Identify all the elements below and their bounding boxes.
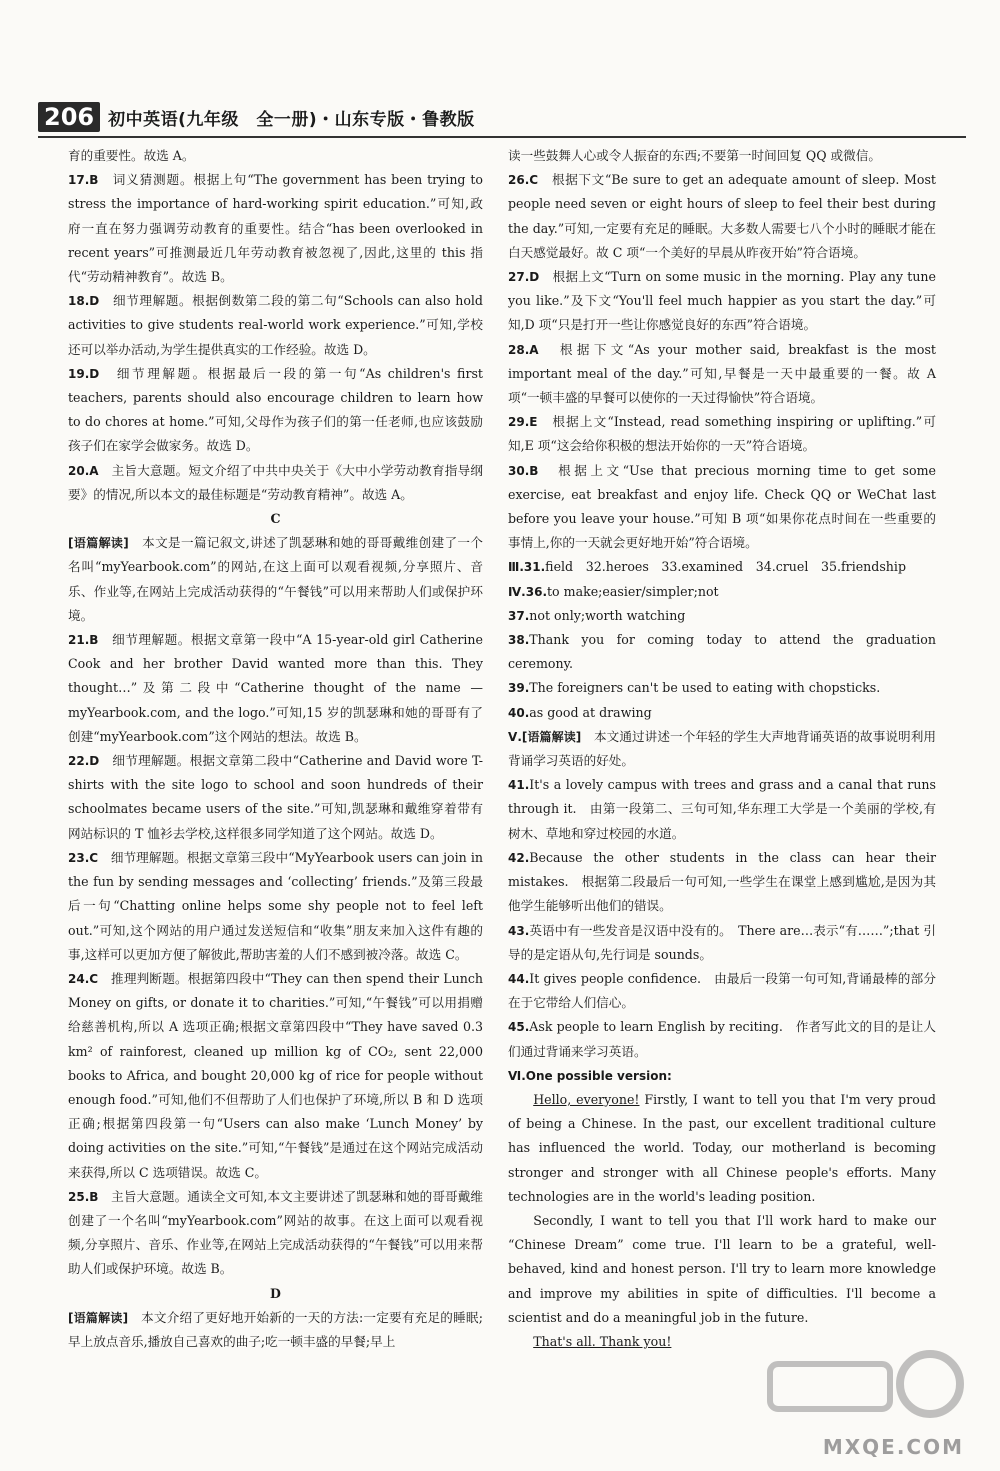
- answer-item: [508, 604, 936, 628]
- answer-text: Ask people to learn English by reciting. 作者写此文的目的是让人们通过背诵来学习英语。: [508, 1019, 936, 1059]
- answer-text: 根据上文“Use that precious morning time to get some exercise, eat breakfast and enjoy life. Check QQ or WeChat last before you leave your house.”可知 B 项“如果你花点时间在一些重要的事情上,你的一天就会更好地开始”符合语境。: [508, 462, 936, 551]
- answer-item: [68, 628, 483, 749]
- answer-number: 24.C: [68, 971, 99, 986]
- answer-text: 细节理解题。根据文章第一段中“A 15-year-old girl Catherine Cook and her brother David wanted more than this. They thought…”及第二段中“Catherine thought of the name — myYearbook.com, and the logo.”可知,15 岁的凯瑟琳和她的哥哥有了创建“myYearbook.com”这个网站的想法。故选 B。: [68, 632, 483, 744]
- answer-item: [508, 555, 936, 579]
- answer-text: 根据下文“As your mother said, breakfast is the most important meal of the day.”可知,早餐是一天中最重要的一餐。故 A 项“一顿丰盛的早餐可以使你的一天过得愉快”符合语境。: [508, 341, 936, 406]
- answer-number: Ⅴ.[语篇解读]: [508, 729, 582, 744]
- answer-item: [508, 919, 936, 967]
- answer-number: 18.D: [68, 294, 100, 309]
- answer-item: [508, 265, 936, 338]
- answer-item: [508, 144, 936, 168]
- answer-item: [68, 846, 483, 967]
- right-column: [508, 144, 936, 1354]
- answer-number: Ⅵ.One possible version:: [508, 1068, 672, 1083]
- answer-item: [68, 1306, 483, 1354]
- answer-number: 42.: [508, 850, 530, 865]
- answer-text: as good at drawing: [529, 704, 652, 720]
- answer-item: [68, 459, 483, 507]
- header-rule: [38, 136, 966, 138]
- answer-text: 根据上文“Instead, read something inspiring or uplifting.”可知,E 项“这会给你积极的想法开始你的一天”符合语境。: [508, 414, 936, 454]
- answer-text: 根据下文“Be sure to get an adequate amount of sleep. Most people need seven or eight hours of sleep to feel their best during the day.”可知,一定要有充足的睡眠。大多数人需要七八个小时的睡眠才能在白天感觉最好。故 C 项“一个美好的早晨从昨夜开始”符合语境。: [508, 172, 936, 260]
- answer-text: 本文是一篇记叙文,讲述了凯瑟琳和她的哥哥戴维创建了一个名叫“myYearbook.com”的网站,在这上面可以观看视频,分享照片、音乐、作业等,在网站上完成活动获得的“午餐钱”可以用来帮助人们或保护环境。: [68, 535, 483, 623]
- answer-item: [508, 701, 936, 725]
- answer-item: [508, 773, 936, 846]
- essay-closing: That's all. Thank you!: [533, 1333, 672, 1349]
- answer-text: field 32.heroes 33.examined 34.cruel 35.friendship: [545, 559, 907, 575]
- answer-item: [68, 531, 483, 628]
- answer-item: [508, 676, 936, 700]
- answer-item: [508, 459, 936, 556]
- answer-text: to make;easier/simpler;not: [547, 583, 719, 599]
- left-column: [68, 144, 483, 1354]
- answer-item: [508, 168, 936, 265]
- answer-text: 读一些鼓舞人心或令人振奋的东西;不要第一时间回复 QQ 或微信。: [508, 148, 881, 163]
- answer-text: 主旨大意题。短文介绍了中共中央关于《大中小学劳动教育指导纲要》的情况,所以本文的最佳标题是“劳动教育精神”。故选 A。: [68, 462, 483, 502]
- answer-number: 38.: [508, 633, 530, 648]
- answer-text: 英语中有一些发音是汉语中没有的。 There are…表示“有……”;that 引导的是定语从句,先行词是 sounds。: [508, 922, 936, 962]
- answer-text: 细节理解题。根据文章第二段中“Catherine and David wore T-shirts with the site logo to school and soon hundreds of their schoolmates became users of the site.”可知,凯瑟琳和戴维穿着带有网站标识的 T 恤衫去学校,这样很多同学知道了这个网站。故选 D。: [68, 753, 483, 841]
- answer-number: 40.: [508, 705, 530, 720]
- section-heading: [68, 507, 483, 531]
- answer-number: 25.B: [68, 1189, 99, 1204]
- answer-text: not only;worth watching: [529, 607, 686, 623]
- answer-text: It's a lovely campus with trees and grass and a canal that runs through it. 由第一段第二、三句可知,华东理工大学是一个美丽的学校,有树木、草地和穿过校园的水道。: [508, 777, 936, 841]
- section-label: C: [270, 511, 281, 527]
- book-title: 初中英语(九年级 全一册)・山东专版・鲁教版: [108, 109, 475, 130]
- answer-number: 45.: [508, 1020, 530, 1035]
- answer-text: 细节理解题。根据最后一段的第一句“As children's first teachers, parents should also encourage children to learn how to do chores at home.”可知,父母作为孩子们的第一任老师,也应该鼓励孩子们在家学会做家务。故选 D。: [68, 365, 483, 454]
- watermark-url: MXQE.COM: [822, 1435, 964, 1459]
- answer-item: [68, 1185, 483, 1282]
- essay-paragraph-1: Hello, everyone! Firstly, I want to tell you that I'm very proud of being a Chinese. In the past, our excellent traditional culture has influenced the world. Today, our motherland is becoming stronger and stronger with all Chinese people's efforts. Many technologies are in the world's leading position.: [508, 1091, 936, 1204]
- answer-number: 23.C: [68, 850, 99, 865]
- answer-number: 39.: [508, 681, 530, 696]
- answer-text: Because the other students in the class can hear their mistakes. 根据第二段最后一句可知,一些学生在课堂上感到尴尬,是因为其他学生能够听出他们的错误。: [508, 849, 936, 914]
- answer-item: [68, 967, 483, 1185]
- answer-number: 44.: [508, 971, 530, 986]
- answer-number: 30.B: [508, 463, 539, 478]
- answer-number: 41.: [508, 778, 530, 793]
- answer-number: 19.D: [68, 366, 100, 381]
- answer-number: 21.B: [68, 633, 99, 648]
- essay-paragraph-2: Secondly, I want to tell you that I'll work hard to make our “Chinese Dream” come true. I'll learn to be a grateful, well-behaved, kind and honest person. I'll try to learn more knowledge and improve my abilities in spite of difficulties. I'll become a scientist and do a meaningful job in the future.: [508, 1212, 936, 1325]
- page-number: 206: [38, 102, 100, 132]
- answer-number: 37.: [508, 608, 530, 623]
- answer-text: It gives people confidence. 由最后一段第一句可知,背诵最棒的部分在于它带给人们信心。: [508, 970, 936, 1011]
- section-heading: [68, 1282, 483, 1306]
- page-header: [38, 102, 475, 132]
- answer-number: 22.D: [68, 754, 100, 769]
- answer-item: [508, 846, 936, 919]
- answer-number: 20.A: [68, 463, 99, 478]
- answer-text: 育的重要性。故选 A。: [68, 148, 195, 163]
- section-label: D: [270, 1285, 281, 1301]
- answer-item: [68, 168, 483, 289]
- answer-item: [508, 1064, 936, 1088]
- answer-item: [68, 749, 483, 846]
- answer-item: [68, 289, 483, 362]
- answer-item: [508, 338, 936, 411]
- answer-text: 本文介绍了更好地开始新的一天的方法:一定要有充足的睡眠;早上放点音乐,播放自己喜欢的曲子;吃一顿丰盛的早餐;早上: [68, 1309, 483, 1349]
- answer-item: [508, 628, 936, 676]
- answer-text: 根据上文“Turn on some music in the morning. Play any tune you like.”及下文“You'll feel much happier as you start the day.”可知,D 项“只是打开一些让你感觉良好的东西”符合语境。: [508, 269, 936, 333]
- answer-text: 推理判断题。根据第四段中“They can then spend their Lunch Money on gifts, or donate it to charities.”可知,“午餐钱”可以用捐赠给慈善机构,所以 A 选项正确;根据文章第四段中“They have saved 0.3 km² of rainforest, cleaned up million kg of CO₂, sent 22,000 books to Africa, and bought 20,000 kg of rice for people without enough food.”可知,他们不但帮助了人们也保护了环境,所以 B 和 D 选项正确;根据第四段第一句“Users can also make ‘Lunch Money’ by doing activities on the site.”可知,“午餐钱”是通过在这个网站完成活动来获得,所以 C 选项错误。故选 C。: [68, 970, 483, 1180]
- answer-item: [68, 144, 483, 168]
- answer-number: 28.A: [508, 342, 539, 357]
- answer-text: 细节理解题。根据文章第三段中“MyYearbook users can join in the fun by sending messages and ‘collecting’ friends.”及第三段最后一句“Chatting online helps some shy people not to feel left out.”可知,这个网站的用户通过发送短信和“收集”朋友来加入这件有趣的事,这样可以更加方便了解彼此,帮助害羞的人们不感到被冷落。故选 C。: [68, 849, 483, 962]
- answer-number: 43.: [508, 923, 530, 938]
- answer-item: [68, 362, 483, 459]
- answer-text: 词义猜测题。根据上句“The government has been trying to stress the importance of hard-working spirit education.”可知,政府一直在努力强调劳动教育的重要性。结合“has been overlooked in recent years”可推测最近几年劳动教育被忽视了,因此,这里的 this 指代“劳动精神教育”。故选 B。: [68, 172, 483, 285]
- answer-text: 主旨大意题。通读全文可知,本文主要讲述了凯瑟琳和她的哥哥戴维创建了一个名叫“myYearbook.com”网站的故事。在这上面可以观看视频,分享照片、音乐、作业等,在网站上完成活动获得的“午餐钱”可以用来帮助人们或保护环境。故选 B。: [68, 1188, 483, 1277]
- answer-number: [语篇解读]: [68, 1310, 129, 1325]
- answer-number: Ⅳ.36.: [508, 584, 547, 599]
- answer-text: The foreigners can't be used to eating with chopsticks.: [529, 680, 881, 696]
- answer-text: Thank you for coming today to attend the graduation ceremony.: [508, 632, 936, 672]
- answer-number: [语篇解读]: [68, 536, 129, 551]
- answer-number: 27.D: [508, 270, 540, 285]
- answer-text: 本文通过讲述一个年轻的学生大声地背诵英语的故事说明利用背诵学习英语的好处。: [508, 728, 936, 769]
- answer-item: [508, 967, 936, 1015]
- answer-number: 26.C: [508, 173, 539, 188]
- answer-number: Ⅲ.31.: [508, 560, 546, 575]
- answer-number: 29.E: [508, 415, 538, 430]
- answer-item: [508, 725, 936, 773]
- answer-item: [508, 1015, 936, 1063]
- answer-text: 细节理解题。根据倒数第二段的第二句“Schools can also hold activities to give students real-world work experience.”可知,学校还可以举办活动,为学生提供真实的工作经验。故选 D。: [68, 293, 483, 357]
- answer-item: [508, 580, 936, 604]
- essay-greeting: Hello, everyone!: [533, 1091, 640, 1107]
- answer-item: [508, 410, 936, 458]
- answer-number: 17.B: [68, 173, 99, 188]
